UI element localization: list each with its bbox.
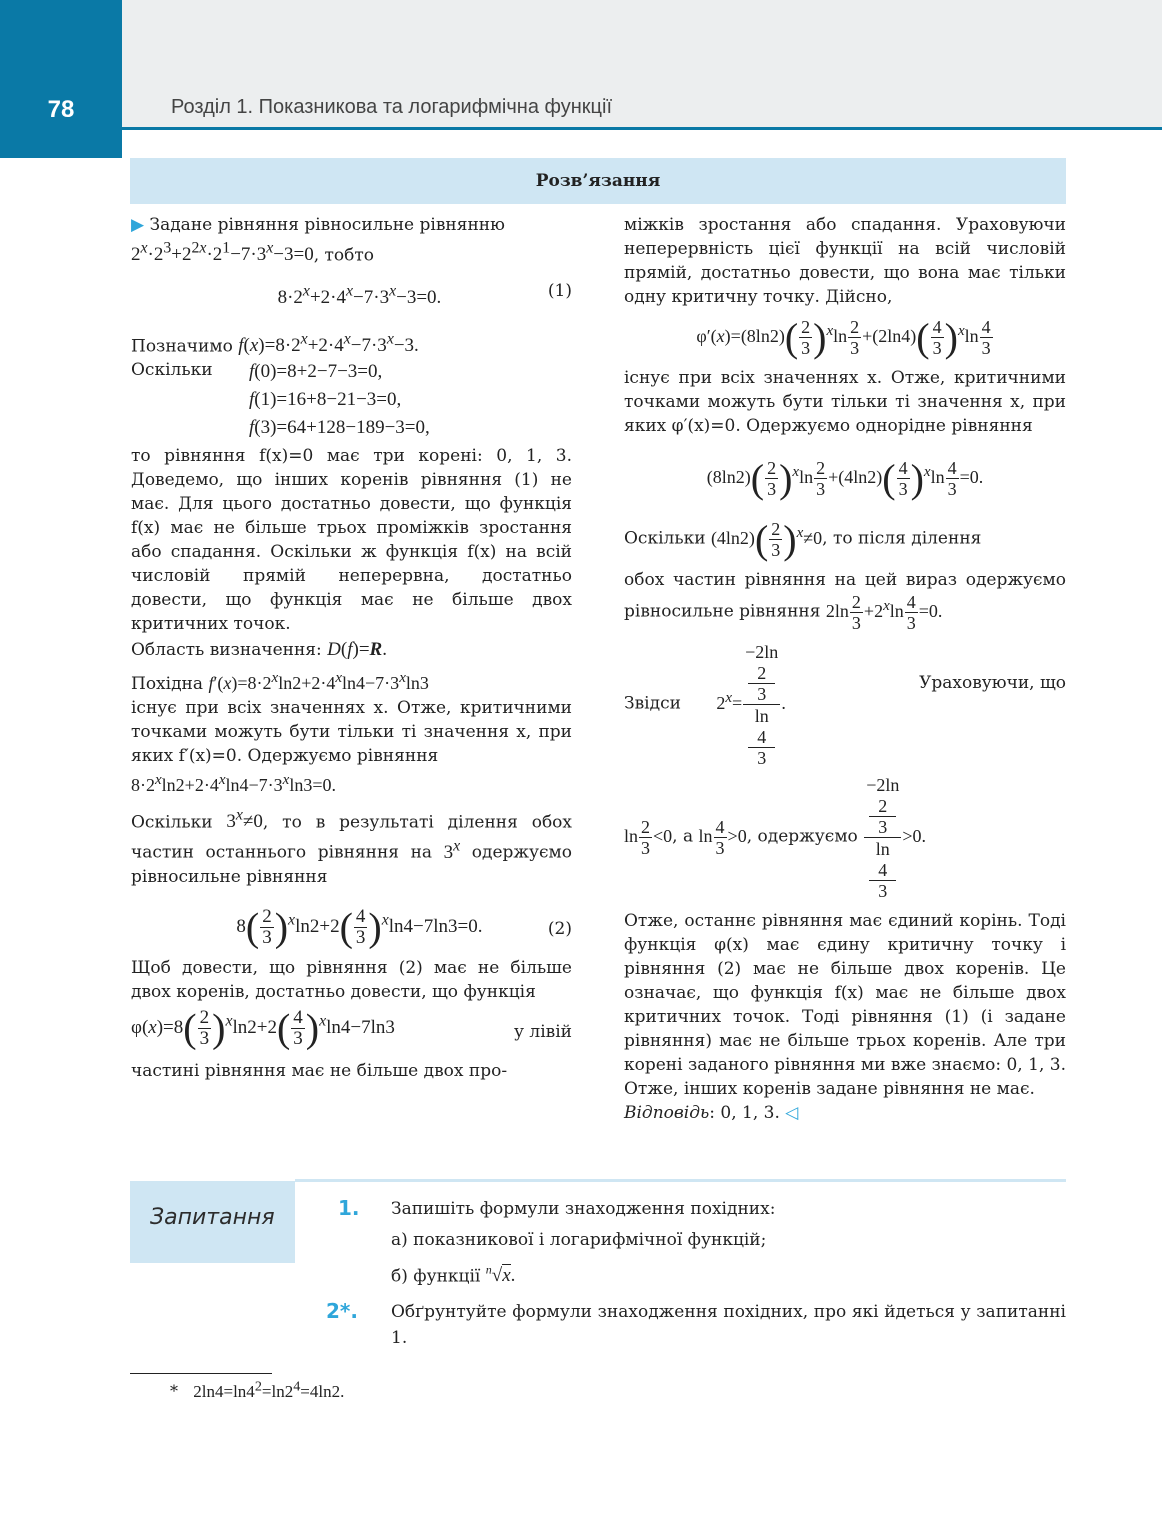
question-2-number: 2*. [326,1299,358,1323]
left-p2: існує при всіх значеннях x. Отже, критичними точками можуть бути тільки ті значення x, при яких f′(x)=0. Одержуємо рівняння [131,697,572,766]
question-1-b: б) функції $^n$√x. [391,1263,516,1287]
triangle-end-icon: ◁ [785,1103,799,1123]
left-p5: частині рівняння має не більше двох про- [131,1060,508,1081]
right-p4: Отже, останнє рівняння має єдиний корінь. Тоді функція φ(x) має єдину критичну точку і рівняння (2) має не більше двох коренів. Це означає, що функція f(x) має не більше двох критичних точок. Тоді рівняння (1) (і задане рівняння) має не більше трьох коренів. Але три корені заданого рівняння ми вже знаємо: 0, 1, 3. Отже, інших коренів задане рівняння не має. [624,911,1066,1099]
eq-expanded: $2^x\cdot 2^3+2^{2x}\cdot 2^1-7\cdot 3^x-3=0$, тобто [131,240,375,266]
f-values: Оскільки f(0)=8+2−7−3=0, f(1)=16+8−21−3=0, f(3)=64+128−189−3=0, [131,359,430,438]
questions-divider [295,1179,1066,1182]
page-number-tab [0,0,122,158]
left-p1: то рівняння f(x)=0 має три корені: 0, 1, 3. Доведемо, що інших коренів рівняння (1) не має. Для цього достатньо довести, що функція f(x) має не більше трьох проміжків зростання або спадання. Оскільки ж функція f(x) на всій числовій прямій неперервна, достатньо довести, що функція має не більше двох критичних точок. [131,445,572,634]
eq-homogeneous: (8ln2)( $\frac{2}{3}$ )$^x$ln $\frac{2}{3}$ +(4ln2)( $\frac{4}{3}$ )$^x$ln $\frac{4}{3}$ =0. [706,455,984,501]
solution-heading: Розв’язання [130,158,1066,204]
phi-derivative: φ′(x)=(8ln2)( $\frac{2}{3}$ )$^x$ln $\frac{2}{3}$ +(2ln4)( $\frac{4}{3}$ )$^x$ln $\frac{4}{3}$ [696,314,991,360]
left-intro: ▶ Задане рівняння рівносильне рівнянню [131,215,505,235]
right-p3: обох частин рівняння на цей вираз одержуємо рівносильне рівняння 2ln $\frac{2}{3}$ $+2^x\ln$ $\frac{4}{3}$ =0. [624,570,1066,633]
footnote: * $2\ln 4=\ln 4^2=\ln 2^4=4\ln 2$. [170,1378,345,1401]
question-2-text: Обґрунтуйте формули знаходження похідних, про які йдеться у запитанні 1. [391,1302,1066,1348]
right-p1: міжків зростання або спадання. Ураховуючи неперервність цієї функції на всій числовій прямій, достатньо довести, що вона має тільки одну критичну точку. Дійсно, [624,215,1066,307]
right-p2: існує при всіх значеннях x. Отже, критичними точками можуть бути тільки ті значення x, при яких φ′(x)=0. Одержуємо однорідне рівняння [624,368,1066,436]
page-number: 78 [47,96,75,123]
derivative-line: Похідна $f'(x)=8\cdot 2^x\ln 2+2\cdot 4^x\ln 4-7\cdot 3^x\ln 3$ [131,669,429,694]
since-nonzero: Оскільки (4ln2)( $\frac{2}{3}$ )$^x$≠0, то після ділення [624,516,982,562]
f-def: Позначимо $f(x)=8\cdot 2^x+2\cdot 4^x-7\cdot 3^x-3$. [131,330,419,356]
phi-def: φ(x)=8( $\frac{2}{3}$ )$^x$ln2+2( $\frac{4}{3}$ )$^x$ln4−7ln3 у лівій [131,1005,572,1051]
left-p3: Оскільки $3^x\ne 0$, то в результаті ділення обох частин останнього рівняння на 3$^x$ одержуємо рівносильне рівняння [131,806,573,887]
questions-label-box [130,1181,295,1263]
header-divider [122,127,1162,130]
eq-1: $8\cdot 2^x+2\cdot 4^x-7\cdot 3^x-3=0$. (1) [277,281,572,308]
sign-analysis: ln $\frac{2}{3}$ <0, а ln $\frac{4}{3}$ >0, одержуємо −2ln 2 3 ln 4 3 >0. [624,775,926,901]
eq-2: 8( $\frac{2}{3}$ )$^x$ln2+2( $\frac{4}{3}$ )$^x$ln4−7ln3=0. (2) [236,904,572,950]
right-column [624,213,1066,1125]
eq-derivative: $8\cdot 2^x\ln 2+2\cdot 4^x\ln 4-7\cdot 3^x\ln 3=0$. [131,771,336,795]
solution-expr: Звідси $2^x=$ −2ln 2 3 ln 4 3 . Ураховуючи, що [624,642,1066,768]
answer-line: Відповідь: 0, 1, 3. ◁ [624,1103,799,1123]
footnote-rule [130,1373,272,1374]
left-column [131,213,572,1083]
question-1-text: Запишіть формули знаходження похідних: [391,1199,776,1219]
question-1-a: а) показникової і логарифмічної функцій; [391,1230,767,1250]
question-1-number: 1. [338,1196,360,1220]
triangle-start-icon: ▶ [131,215,145,235]
chapter-title: Розділ 1. Показникова та логарифмічна функції [171,96,612,118]
domain-line: Область визначення: D(f)=R. [131,638,387,660]
left-p4: Щоб довести, що рівняння (2) має не більше двох коренів, достатньо довести, що функція [131,957,572,1002]
questions-label: Запитання [150,1205,275,1230]
